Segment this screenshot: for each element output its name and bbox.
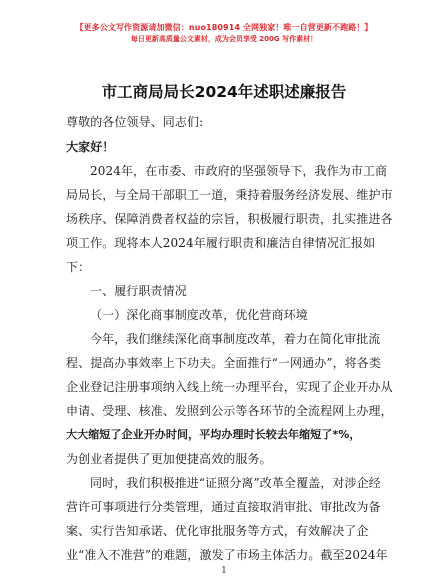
page-number: 1 bbox=[221, 566, 227, 576]
body-line: 企业登记注册事项纳入线上统一办理平台，实现了企业开办从 bbox=[66, 380, 393, 394]
intro-line: 下： bbox=[66, 260, 91, 274]
body-line: 营许可事项进行分类管理，通过直接取消审批、审批改为备 bbox=[66, 500, 381, 514]
highlighted-line: 大大缩短了企业开办时间，平均办理时长较去年缩短了*%， bbox=[66, 428, 361, 441]
body-line: 业“准入不准营”的难题，激发了市场主体活力。截至2024年 bbox=[66, 548, 388, 562]
promo-banner-line2: 每日更新高质量公文素材，成为会员享受 200G 写作素材！ bbox=[130, 35, 318, 43]
intro-line: 项工作。现将本人2024年履行职责和廉洁自律情况汇报如 bbox=[66, 236, 376, 250]
intro-line: 2024年，在市委、市政府的坚强领导下，我作为市工商 bbox=[90, 164, 388, 178]
greeting: 大家好！ bbox=[66, 140, 115, 154]
promo-banner bbox=[0, 22, 448, 45]
body-line: 为创业者提供了更加便捷高效的服务。 bbox=[66, 452, 272, 466]
body-line: 今年，我们继续深化商事制度改革，着力在简化审批流 bbox=[90, 332, 381, 346]
body-line: 案、实行告知承诺、优化审批服务等方式，有效解决了企 bbox=[66, 524, 369, 538]
salutation: 尊敬的各位领导、同志们: bbox=[66, 115, 204, 129]
body-line: 程、提高办事效率上下功夫。全面推行“一网通办”，将各类 bbox=[66, 356, 381, 370]
body-line: 同时，我们积极推进“证照分离”改革全覆盖，对涉企经 bbox=[90, 476, 381, 490]
body-line: 申请、受理、核准、发照到公示等各环节的全流程网上办理， bbox=[66, 404, 393, 418]
subsection-heading: （一）深化商事制度改革，优化营商环境 bbox=[90, 308, 308, 322]
intro-line: 局局长，与全局干部职工一道，秉持着服务经济发展、维护市 bbox=[66, 188, 393, 202]
section-heading: 一、履行职责情况 bbox=[90, 284, 187, 298]
promo-banner-line1: 【更多公文写作资源请加微信：nuo180914 全网独家！唯一自营更新不跑路！】 bbox=[75, 23, 373, 32]
document-title: 市工商局局长2024年述职述廉报告 bbox=[101, 83, 347, 101]
intro-line: 场秩序、保障消费者权益的宗旨，积极履行职责，扎实推进各 bbox=[66, 212, 393, 226]
